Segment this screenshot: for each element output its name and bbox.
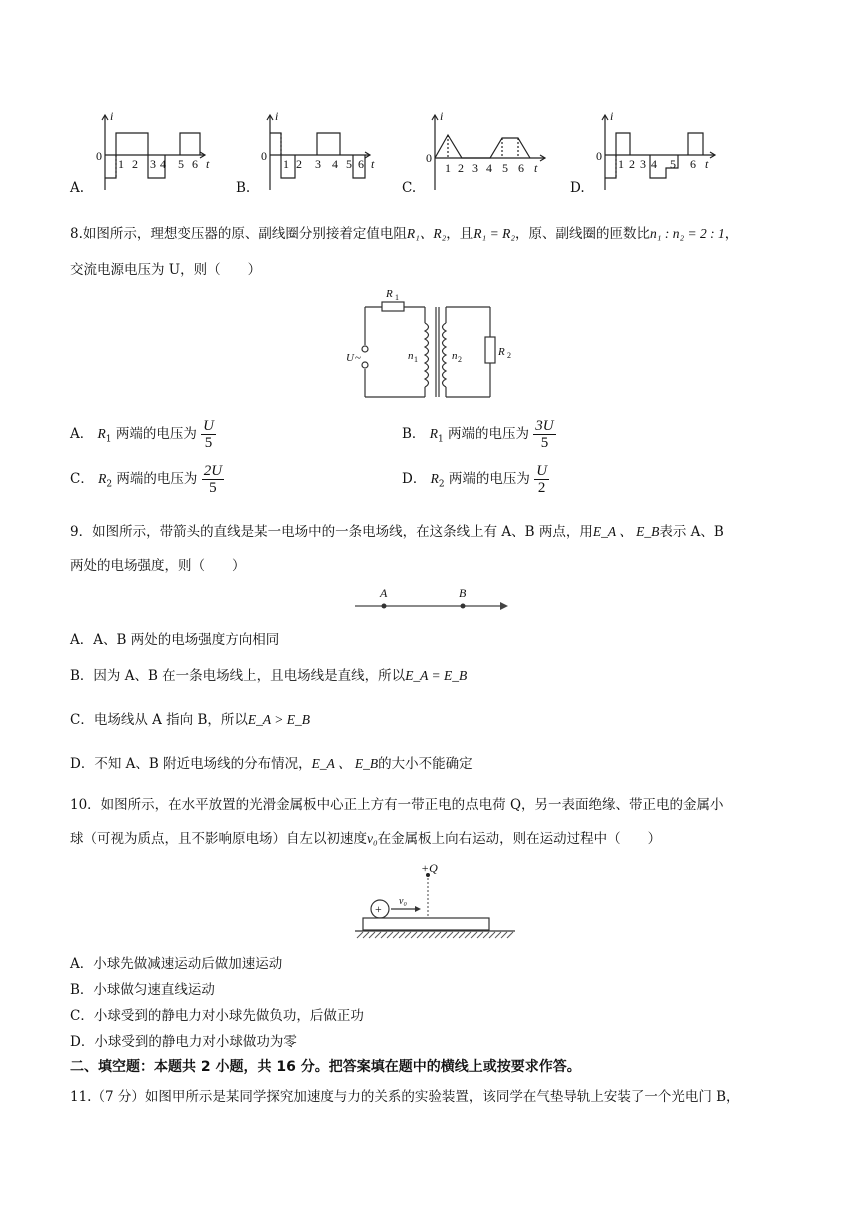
svg-text:0: 0 <box>426 151 432 165</box>
svg-text:5: 5 <box>502 161 508 175</box>
svg-text:n: n <box>452 350 458 362</box>
q7-a-i-label: i <box>110 109 114 123</box>
svg-text:3: 3 <box>640 157 646 171</box>
q7-option-c[interactable]: C. <box>402 180 417 196</box>
q8-option-c[interactable]: C． $R_2$ 两端的电压为 $\frac{2U}{5}$ <box>70 463 223 496</box>
q8-transformer-figure <box>340 285 520 405</box>
svg-text:n: n <box>408 350 414 362</box>
q10-stem-line1: 10．如图所示，在水平放置的光滑金属板中心正上方有一带正电的点电荷 Q，另一表面绝缘、带正电的金属小 <box>70 797 724 813</box>
svg-text:2: 2 <box>458 161 464 175</box>
svg-text:1: 1 <box>118 157 124 171</box>
q9-point-a <box>382 604 387 609</box>
svg-text:5: 5 <box>670 157 676 171</box>
svg-text:U: U <box>346 352 354 364</box>
q7-graph-c <box>432 115 545 190</box>
svg-text:i: i <box>275 109 279 123</box>
svg-text:5: 5 <box>178 157 184 171</box>
svg-text:2: 2 <box>132 157 138 171</box>
svg-text:4: 4 <box>486 161 492 175</box>
svg-text:2: 2 <box>296 157 302 171</box>
q9-stem-line2: 两处的电场强度，则（ ） <box>70 558 246 574</box>
svg-text:1: 1 <box>445 161 451 175</box>
svg-text:1: 1 <box>283 157 289 171</box>
q10-option-d[interactable]: D．小球受到的静电力对小球做功为零 <box>70 1034 297 1050</box>
q10-option-a[interactable]: A．小球先做减速运动后做加速运动 <box>70 956 283 972</box>
svg-text:0: 0 <box>261 149 267 163</box>
svg-text:2: 2 <box>629 157 635 171</box>
svg-text:3: 3 <box>472 161 478 175</box>
svg-text:+: + <box>375 902 382 916</box>
q8-ratio: n₁ : n₂ = 2 : 1 <box>650 226 725 241</box>
q9-option-d[interactable]: D．不知 A、B 附近电场线的分布情况，E_A 、 E_B的大小不能确定 <box>70 756 473 772</box>
svg-text:t: t <box>206 157 210 171</box>
svg-text:v₀: v₀ <box>399 896 407 907</box>
svg-text:~: ~ <box>355 352 361 364</box>
q10-plate-figure <box>355 860 515 945</box>
q7-a-zero: 0 <box>96 149 102 163</box>
q9-option-b[interactable]: B．因为 A、B 在一条电场线上，且电场线是直线，所以E_A = E_B <box>70 668 468 684</box>
svg-text:+Q: +Q <box>421 861 438 875</box>
q8-stem-line2: 交流电源电压为 U，则（ ） <box>70 262 262 278</box>
svg-text:6: 6 <box>518 161 524 175</box>
svg-text:1: 1 <box>395 293 399 302</box>
svg-text:6: 6 <box>192 157 198 171</box>
q11-stem: 11.（7 分）如图甲所示是某同学探究加速度与力的关系的实验装置，该同学在气垫导轨上安装了一个光电门 B， <box>70 1089 740 1105</box>
svg-text:0: 0 <box>596 149 602 163</box>
q7-option-b[interactable]: B. <box>236 180 251 196</box>
svg-text:3: 3 <box>150 157 156 171</box>
svg-text:1: 1 <box>414 355 418 364</box>
svg-text:1: 1 <box>618 157 624 171</box>
svg-text:6: 6 <box>690 157 696 171</box>
q7-graph-b <box>267 115 370 190</box>
svg-text:A: A <box>380 586 388 600</box>
svg-text:2: 2 <box>507 351 511 360</box>
q8-r1-resistor <box>382 302 404 311</box>
svg-text:2: 2 <box>458 355 462 364</box>
svg-text:i: i <box>610 109 614 123</box>
q7-graph-d <box>602 115 715 190</box>
q9-stem-line1: 9．如图所示，带箭头的直线是某一电场中的一条电场线，在这条线上有 A、B 两点，用E_A 、 E_B表示 A、B <box>70 524 724 540</box>
svg-text:4: 4 <box>160 157 166 171</box>
svg-text:i: i <box>440 109 444 123</box>
q10-option-c[interactable]: C．小球受到的静电力对小球先做负功，后做正功 <box>70 1008 364 1024</box>
q8-option-d[interactable]: D． $R_2$ 两端的电压为 $\frac{U}{2}$ <box>402 463 548 496</box>
q10-metal-plate <box>363 918 489 930</box>
q9-option-c[interactable]: C．电场线从 A 指向 B，所以E_A > E_B <box>70 712 310 728</box>
q8-option-a[interactable]: A． $R_1$ 两端的电压为 $\frac{U}{5}$ <box>70 418 214 451</box>
q10-option-b[interactable]: B．小球做匀速直线运动 <box>70 982 215 998</box>
svg-text:t: t <box>705 157 709 171</box>
q7-option-d[interactable]: D. <box>570 180 585 196</box>
q9-ea-eb: E_A 、 E_B <box>592 524 660 539</box>
q9-option-a[interactable]: A．A、B 两处的电场强度方向相同 <box>70 632 280 648</box>
svg-text:5: 5 <box>346 157 352 171</box>
q7-option-a[interactable]: A. <box>70 180 85 196</box>
q7-graph-a <box>102 115 205 190</box>
q9-point-b <box>461 604 466 609</box>
svg-text:4: 4 <box>332 157 338 171</box>
q8-r2-resistor <box>485 337 495 363</box>
svg-text:t: t <box>371 157 375 171</box>
q8-req: R₁ = R₂ <box>473 226 516 241</box>
svg-text:3: 3 <box>315 157 321 171</box>
q8-option-b[interactable]: B． $R_1$ 两端的电压为 $\frac{3U}{5}$ <box>402 418 554 451</box>
svg-text:R: R <box>498 346 505 358</box>
svg-text:B: B <box>459 586 467 600</box>
svg-text:4: 4 <box>651 157 657 171</box>
q8-r1r2: R₁、R₂ <box>406 226 447 241</box>
q9-field-line-figure <box>350 585 510 615</box>
svg-text:t: t <box>534 161 538 175</box>
q8-stem-line1: 8.如图所示，理想变压器的原、副线圈分别接着定值电阻R₁、R₂，且R₁ = R₂，原、副线圈的匝数比n₁ : n₂ = 2 : 1， <box>70 226 739 242</box>
svg-text:R: R <box>386 288 393 300</box>
section-2-heading: 二、填空题：本题共 2 小题，共 16 分。把答案填在题中的横线上或按要求作答。 <box>70 1059 581 1075</box>
svg-text:6: 6 <box>358 157 364 171</box>
q10-stem-line2: 球（可视为质点，且不影响原电场）自左以初速度v₀在金属板上向右运动，则在运动过程中（ ） <box>70 831 662 847</box>
